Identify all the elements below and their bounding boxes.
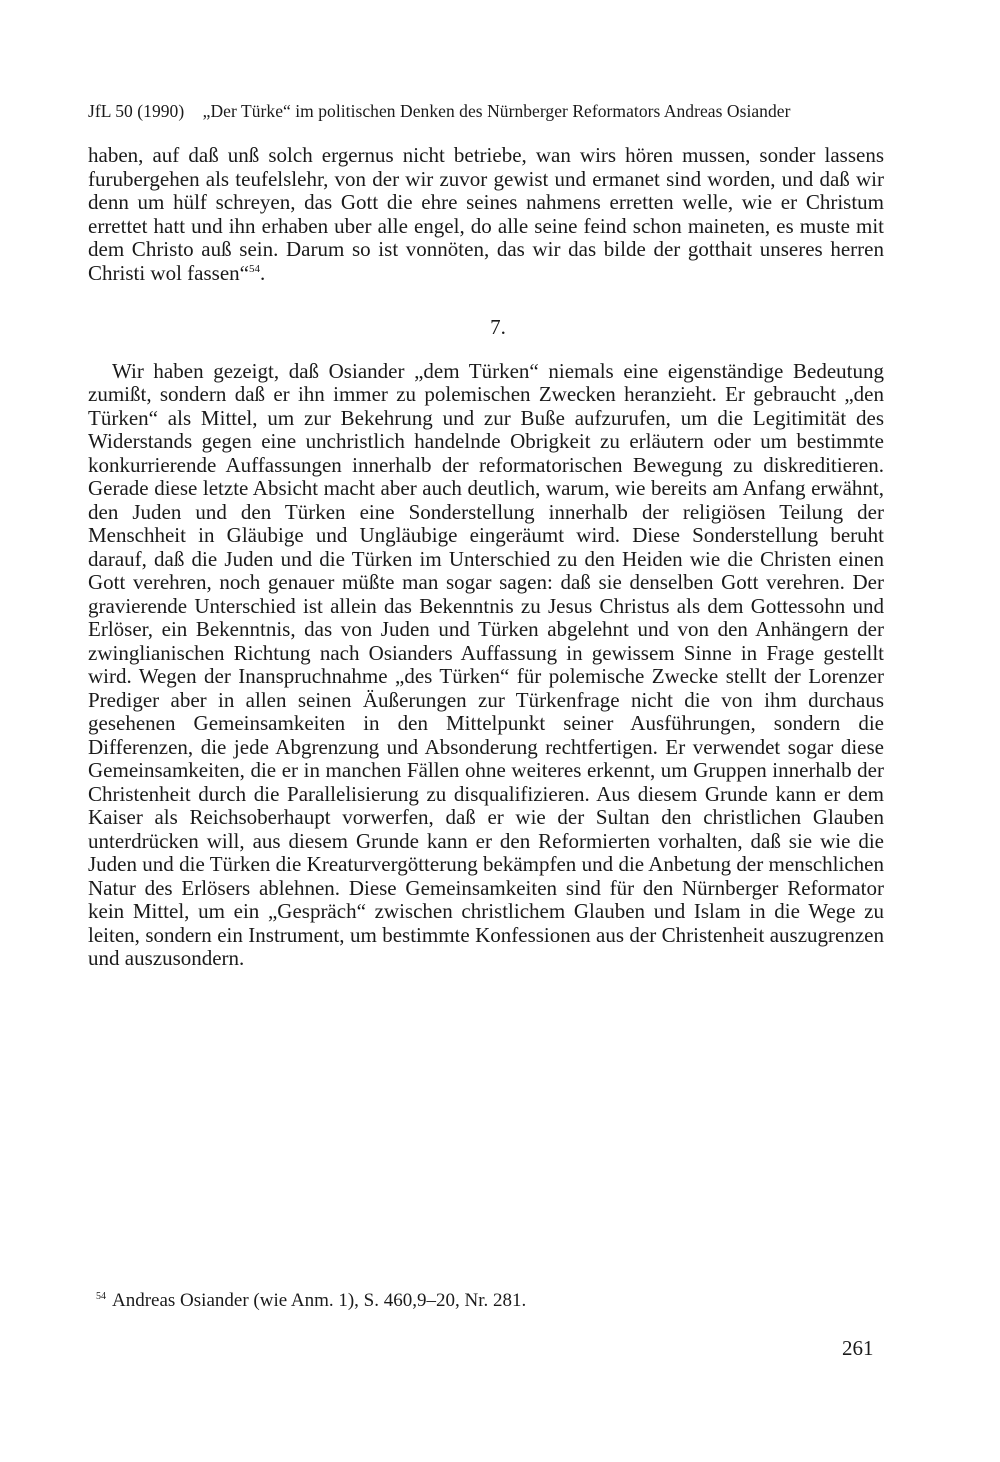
quote-text: haben, auf daß unß solch ergernus nicht betriebe, wan wirs hören mussen, sonder lassens furubergehen als teufelslehr, von der wir zuvor gewist und ermanet sind worden, und daß wir denn um hülf schreyen, das Gott die ehre seines nahmens erretten welle, wie er Christum errettet hatt und ihn erhaben uber alle engel, do alle seine feind schon maineten, es muste mit dem Christo auß sein. Darum so ist vonnöten, das wir das bilde der gotthait unseres herren Christi wol fassen“ [88,143,884,285]
body-text [88,144,884,971]
footnote-text: Andreas Osiander (wie Anm. 1), S. 460,9–20, Nr. 281. [112,1290,527,1311]
journal-citation: JfL 50 (1990) [88,101,185,121]
article-title: „Der Türke“ im politischen Denken des Nürnberger Reformators Andreas Osiander [202,101,791,121]
quote-paragraph [88,144,884,285]
section-paragraph: Wir haben gezeigt, daß Osiander „dem Türken“ niemals eine eigenständige Bedeutung zumißt, sondern daß er ihn immer zu polemischen Zwecken heranzieht. Er gebraucht „den Türken“ als Mittel, um zur Bekehrung und zur Buße aufzurufen, um die Legitimität des Widerstands gegen eine unchristlich handelnde Obrigkeit zu erläutern oder um bestimmte konkurrierende Auffassungen innerhalb der reformatorischen Bewegung zu diskreditieren. Gerade diese letzte Absicht macht aber auch deutlich, warum, wie bereits am Anfang erwähnt, den Juden und den Türken eine Sonderstellung innerhalb der religiösen Teilung der Menschheit in Gläubige und Ungläubige eingeräumt wird. Diese Sonderstellung beruht darauf, daß die Juden und die Türken im Unterschied zu den Heiden wie die Christen einen Gott verehren, noch genauer müßte man sogar sagen: daß sie denselben Gott verehren. Der gravierende Unterschied ist allein das Bekenntnis zu Jesus Christus als dem Gottessohn und Erlöser, ein Bekenntnis, das von Juden und Türken abgelehnt und von den Anhängern der zwinglianischen Richtung nach Osianders Auffassung in gewissem Sinne in Frage gestellt wird. Wegen der Inanspruchnahme „des Türken“ für polemische Zwecke stellt der Lorenzer Prediger aber in allen seinen Äußerungen zur Türkenfrage nicht die von ihm durchaus gesehenen Gemeinsamkeiten in den Mittelpunkt seiner Ausführungen, sondern die Differenzen, die jede Abgrenzung und Absonderung rechtfertigen. Er verwendet sogar diese Gemeinsamkeiten, die er in manchen Fällen ohne weiteres erkennt, um Gruppen innerhalb der Christenheit durch die Parallelisierung zu disqualifizieren. Aus diesem Grunde kann er dem Kaiser als Reichsoberhaupt vorwerfen, daß er wie der Sultan den christlichen Glauben unterdrücken will, aus diesem Grunde kann er den Reformierten vorhalten, daß sie wie die Juden und die Türken die Kreaturvergötterung bekämpfen und die Anbetung der menschlichen Natur des Erlösers ablehnen. Diese Gemeinsamkeiten sind für den Nürnberger Reformator kein Mittel, um ein „Gespräch“ zwischen christlichem Glauben und Islam in die Wege zu leiten, sondern ein Instrument, um bestimmte Konfessionen aus der Christenheit auszugrenzen und auszusondern. [88,358,884,970]
quote-end-punctuation: . [259,260,266,285]
footnote-reference: 54 [248,262,260,275]
page-number: 261 [842,1336,874,1360]
section-number: 7. [490,315,506,339]
footnote-number: 54 [96,1291,106,1302]
running-header [88,101,888,122]
footnote [96,1290,526,1312]
